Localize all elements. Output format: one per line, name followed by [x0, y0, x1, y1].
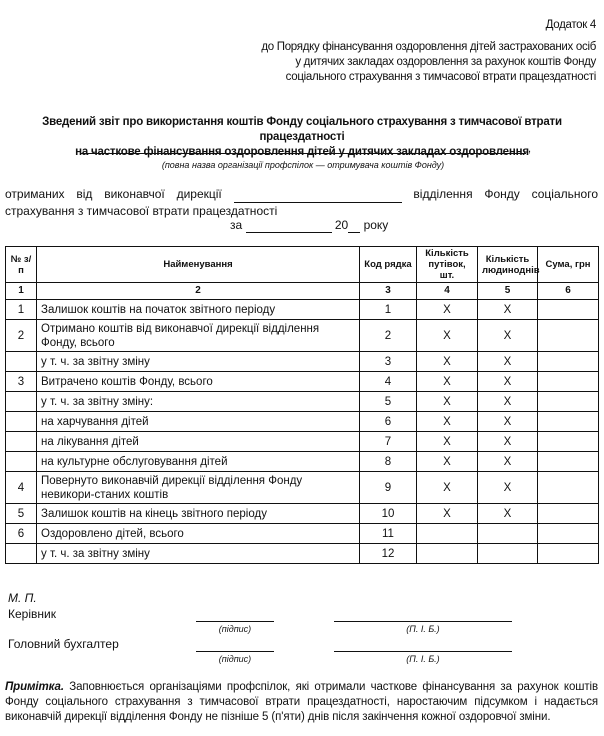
note-text: Заповнюється організаціями профспілок, які отримали часткове фінансування за рахунок коштів Фонду соціального страхування з тимчасової втрати працездатності, наростаючим підсумком і надається виконавчій дирекції відділення Фонду не пізніше 5 (п'яти) днів після закінчення кожної оздоровчої зміни. [5, 681, 598, 723]
row-days: X [478, 504, 538, 524]
table-row [6, 352, 599, 372]
row-number: 5 [6, 504, 37, 524]
row-number: 4 [6, 472, 37, 504]
annex-title: Додаток 4 [545, 19, 596, 31]
row-code: 10 [360, 504, 417, 524]
column-number: 1 [6, 283, 37, 300]
row-name: Повернуто виконавчій дирекції відділення Фонду невикори-станих коштів [37, 472, 360, 504]
report-title-line: Зведений звіт про використання коштів Фонду соціального страхування з тимчасової втрати працездатності [42, 116, 562, 143]
row-sum[interactable] [538, 412, 599, 432]
row-code: 7 [360, 432, 417, 452]
row-number [6, 352, 37, 372]
accountant-signature-field[interactable] [196, 651, 274, 652]
org-caption: (повна назва організації профспілок — отримувача коштів Фонду) [161, 160, 445, 170]
accountant-name-caption: (П. І. Б.) [406, 654, 440, 664]
row-trips [417, 544, 478, 564]
row-name: у т. ч. за звітну зміну [37, 352, 360, 372]
column-number: 6 [538, 283, 599, 300]
column-number: 4 [417, 283, 478, 300]
row-sum[interactable] [538, 352, 599, 372]
row-sum[interactable] [538, 544, 599, 564]
row-name: Отримано коштів від виконавчої дирекції відділення Фонду, всього [37, 320, 360, 352]
received-line [5, 186, 598, 219]
org-name-field[interactable] [80, 153, 526, 154]
row-trips: X [417, 372, 478, 392]
received-before: отриманих від виконавчої дирекції [5, 187, 222, 201]
row-days [478, 524, 538, 544]
header-days: Кількість людиноднів [478, 247, 538, 283]
row-name: Залишок коштів на початок звітного періоду [37, 300, 360, 320]
period-line [230, 218, 388, 233]
received-after: відділення Фонду соціального страхування з тимчасової втрати працездатності [5, 187, 598, 218]
column-number-row [6, 283, 599, 300]
row-name: Витрачено коштів Фонду, всього [37, 372, 360, 392]
row-number [6, 544, 37, 564]
column-number: 2 [37, 283, 360, 300]
row-days: X [478, 320, 538, 352]
annex-line: у дитячих закладах оздоровлення за рахунок коштів Фонду [295, 56, 596, 68]
annex-line: до Порядку фінансування оздоровлення дітей застрахованих осіб [261, 41, 596, 53]
row-sum[interactable] [538, 472, 599, 504]
accountant-label: Головний бухгалтер [8, 637, 119, 651]
table-row [6, 300, 599, 320]
accountant-signature-caption: (підпис) [218, 654, 252, 664]
row-trips [417, 524, 478, 544]
row-sum[interactable] [538, 320, 599, 352]
row-days: X [478, 432, 538, 452]
row-number [6, 392, 37, 412]
row-sum[interactable] [538, 452, 599, 472]
row-days: X [478, 352, 538, 372]
column-number: 5 [478, 283, 538, 300]
row-name: у т. ч. за звітну зміну: [37, 392, 360, 412]
row-trips: X [417, 472, 478, 504]
row-name: у т. ч. за звітну зміну [37, 544, 360, 564]
row-sum[interactable] [538, 300, 599, 320]
note [5, 680, 598, 725]
row-days: X [478, 372, 538, 392]
row-code: 12 [360, 544, 417, 564]
table-row [6, 372, 599, 392]
header-trips: Кількість путівок, шт. [417, 247, 478, 283]
annex-block [261, 18, 596, 85]
stamp-label: М. П. [8, 591, 37, 605]
row-sum[interactable] [538, 524, 599, 544]
period-year-prefix: 20 [334, 218, 349, 232]
row-days: X [478, 452, 538, 472]
header-name: Найменування [37, 247, 360, 283]
column-number: 3 [360, 283, 417, 300]
head-name-field[interactable] [334, 621, 512, 622]
period-suffix: року [363, 218, 389, 232]
directorate-field[interactable] [234, 186, 402, 203]
row-sum[interactable] [538, 392, 599, 412]
row-name: Оздоровлено дітей, всього [37, 524, 360, 544]
head-label: Керівник [8, 607, 56, 621]
row-trips: X [417, 352, 478, 372]
row-code: 3 [360, 352, 417, 372]
period-prefix: за [230, 218, 243, 232]
table-row [6, 412, 599, 432]
row-number: 2 [6, 320, 37, 352]
row-sum[interactable] [538, 504, 599, 524]
row-name: на харчування дітей [37, 412, 360, 432]
row-code: 4 [360, 372, 417, 392]
year-field[interactable] [348, 218, 360, 233]
row-code: 1 [360, 300, 417, 320]
row-sum[interactable] [538, 432, 599, 452]
row-trips: X [417, 300, 478, 320]
row-trips: X [417, 412, 478, 432]
row-code: 11 [360, 524, 417, 544]
report-table [5, 246, 599, 564]
row-name: Залишок коштів на кінець звітного періоду [37, 504, 360, 524]
row-number: 1 [6, 300, 37, 320]
row-code: 5 [360, 392, 417, 412]
header-code: Код рядка [360, 247, 417, 283]
org-comma: , [528, 143, 532, 155]
row-number: 3 [6, 372, 37, 392]
row-number [6, 432, 37, 452]
row-days: X [478, 412, 538, 432]
accountant-name-field[interactable] [334, 651, 512, 652]
header-sum: Сума, грн [538, 247, 599, 283]
table-row [6, 320, 599, 352]
row-number: 6 [6, 524, 37, 544]
row-trips: X [417, 504, 478, 524]
row-trips: X [417, 320, 478, 352]
table-row [6, 472, 599, 504]
table-row [6, 392, 599, 412]
row-code: 9 [360, 472, 417, 504]
head-signature-caption: (підпис) [218, 624, 252, 634]
row-days [478, 544, 538, 564]
row-code: 8 [360, 452, 417, 472]
head-signature-field[interactable] [196, 621, 274, 622]
table-row [6, 504, 599, 524]
row-days: X [478, 472, 538, 504]
table-row [6, 544, 599, 564]
table-header-row [6, 247, 599, 283]
table-row [6, 524, 599, 544]
period-field[interactable] [246, 218, 332, 233]
row-code: 2 [360, 320, 417, 352]
note-label: Примітка. [5, 681, 64, 693]
head-name-caption: (П. І. Б.) [406, 624, 440, 634]
row-days: X [478, 300, 538, 320]
row-number [6, 452, 37, 472]
row-number [6, 412, 37, 432]
table-row [6, 432, 599, 452]
row-trips: X [417, 452, 478, 472]
row-name: на лікування дітей [37, 432, 360, 452]
row-days: X [478, 392, 538, 412]
row-name: на культурне обслуговування дітей [37, 452, 360, 472]
row-sum[interactable] [538, 372, 599, 392]
table-row [6, 452, 599, 472]
row-trips: X [417, 432, 478, 452]
row-code: 6 [360, 412, 417, 432]
annex-line: соціального страхування з тимчасової втрати працездатності [285, 71, 596, 83]
report-title-line: на часткове фінансування оздоровлення дітей у дитячих закладах оздоровлення [75, 146, 529, 158]
row-trips: X [417, 392, 478, 412]
header-num: № з/п [6, 247, 37, 283]
